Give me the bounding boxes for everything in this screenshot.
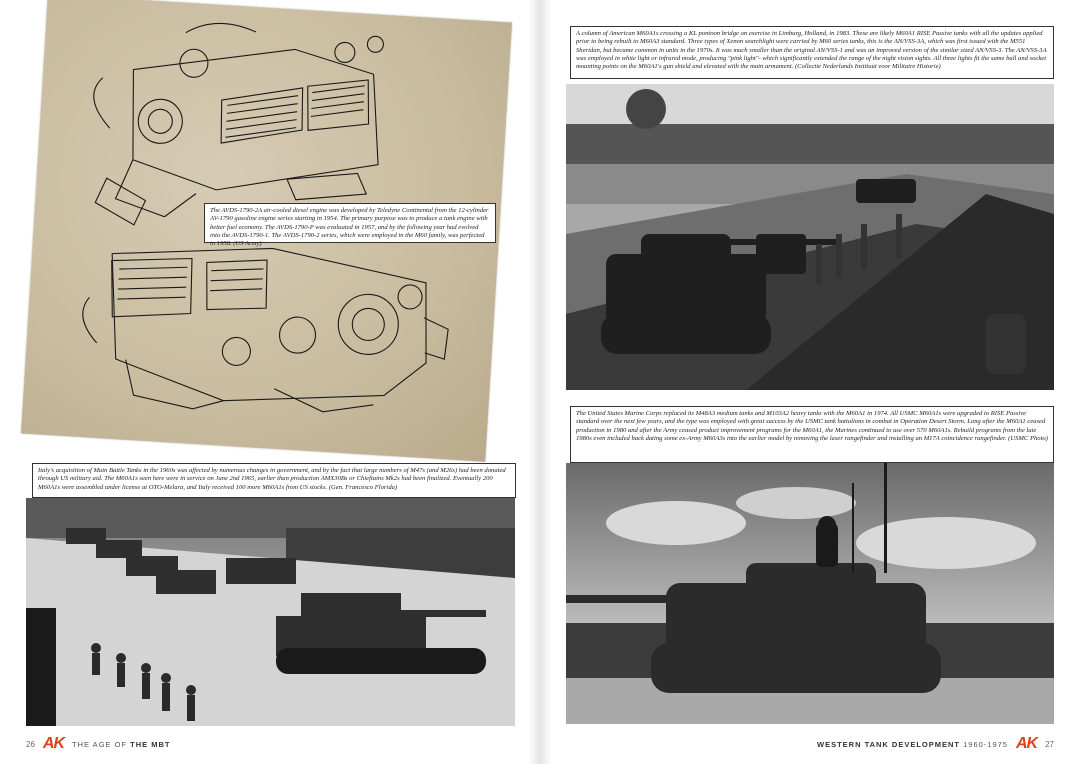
- page-number: 26: [26, 739, 35, 749]
- usmc-photo: [566, 463, 1054, 724]
- right-footer: [817, 737, 1054, 751]
- bridge-photo: [566, 84, 1054, 390]
- page-number-right: 27: [1045, 739, 1054, 749]
- section-years: 1960-1975: [963, 739, 1008, 749]
- parade-photo: [26, 498, 515, 726]
- book-title-strong: THE MBT: [130, 739, 171, 749]
- usmc-caption: The United States Marine Corps replaced its M48A3 medium tanks and M103A2 heavy tanks with the M60A1 in 1974. All USMC M60A1s were upgraded to RISE Passive standard over the next few years, and the type was employed with great success by the USMC tank battalions in combat in Operation Desert Storm. Long after the M60A1 ceased production in 1980 and after the Army ceased product improvement programs for the M60A1, the Marines continued to use over 570 M60A1s. Rebuild programs from the late 1980s even included back dating some ex-Army M60A3s into the earlier model by removing the laser rangefinder and installing an M17A coincidence rangefinder. (USMC Photo): [570, 406, 1054, 463]
- ak-logo: AK: [42, 735, 65, 752]
- section-title-strong: WESTERN TANK DEVELOPMENT: [816, 739, 961, 749]
- italy-caption: Italy's acquisition of Main Battle Tanks in the 1960s was affected by numerous changes in government, and by the fact that large numbers of M47s (and M26s) had been donated through US military aid. The M60A1s seen here were in service on June 2nd 1965, earlier than production AMX30Bs or Chieftains Mk2s had been finalized. Eventually 200 M60A1s were assembled under license at OTO-Melara, and Italy received 100 more M60A1s from US stocks. (Gen. Francesco Florida): [32, 463, 516, 498]
- book-gutter: [528, 0, 552, 764]
- bridge-caption: A column of American M60A1s crossing a KL pontoon bridge on exercise in Limburg, Holland, in 1983. These are likely M60A1 RISE Passive tanks with all the updates applied prior to being rebuilt to M60A3 standard. Three types of Xenon searchlight were carried by M60 series tanks, this is the AN/VSS-3A, which was first issued with the M551 Sheridan, but became common in units in the 1970s. It was much smaller than the original AN/VSS-1 and was an improved version of the similar sized AN/VSS-3. The AN/VSS-3A was employed in white light or infrared mode, producing "pink light"- which significantly extended the range of the night vision sights. All three lights fit the same ball and socket mounting points on the M60A1's gun shield and elevated with the main armament. (Collectie Nederlands Instituut voor Militaire Historie): [570, 26, 1054, 79]
- engine-caption: The AVDS-1790-2A air-cooled diesel engine was developed by Teledyne Continental from the 12-cylinder AV-1790 gasoline engine series starting in 1954. The primary purpose was to produce a tank engine with better fuel economy. The AVDS-1790-P was evaluated in 1957, and by the following year had evolved into the AVDS-1790-1. The AVDS-1790-2 series, which were employed in the M60 family, was perfected in 1958. (US Army): [204, 203, 496, 243]
- book-title-prefix: THE AGE OF: [72, 739, 128, 749]
- ak-logo-right: AK: [1015, 735, 1038, 752]
- left-footer: [26, 737, 170, 751]
